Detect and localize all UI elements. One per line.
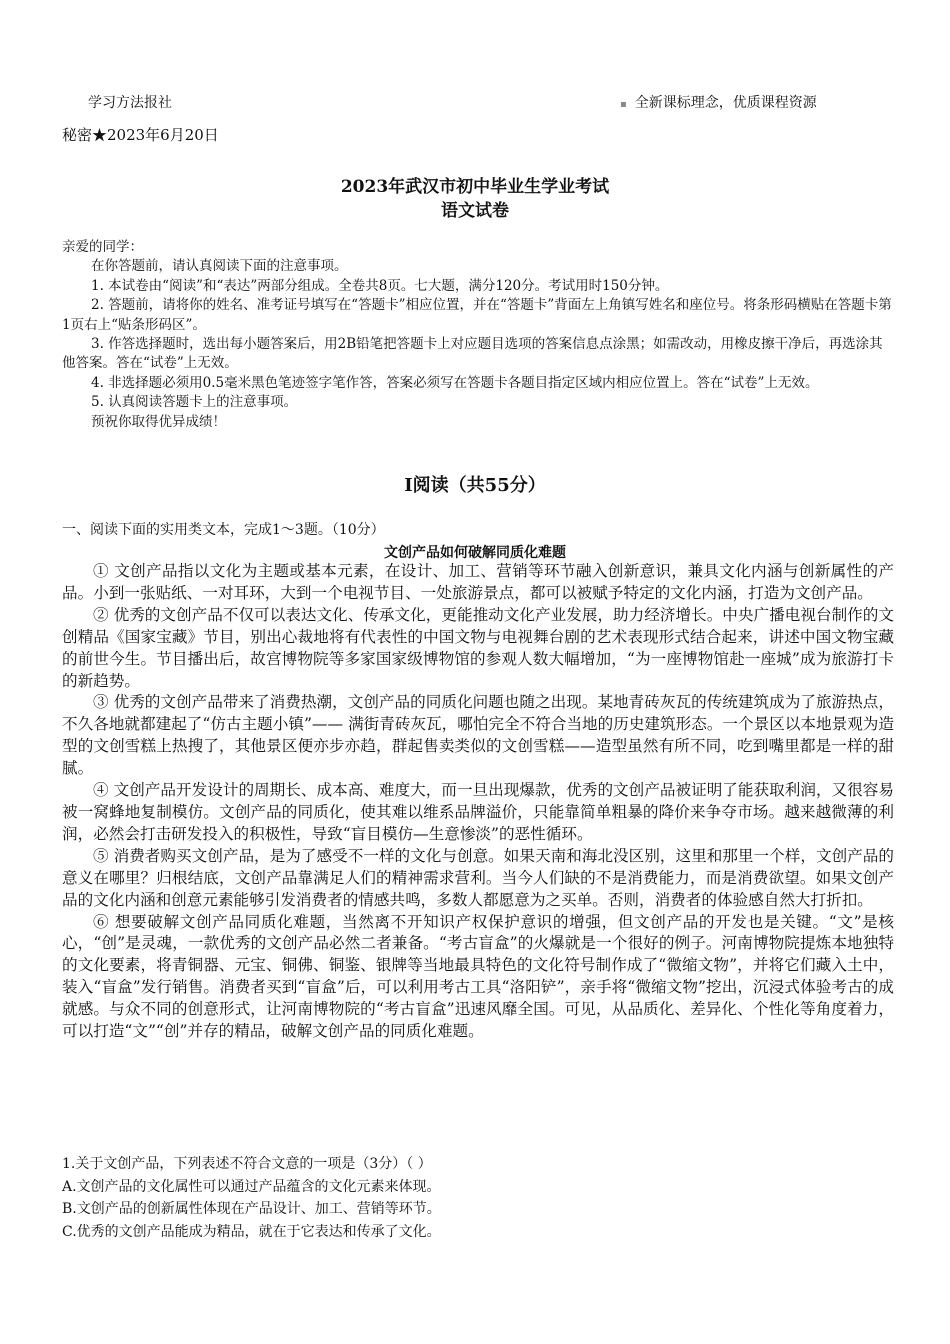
notice-item: 3. 作答选择题时，选出每小题答案后，用2B铅笔把答题卡上对应题目选项的答案信息点涂黑；如需改动，用橡皮擦干净后，再选涂其他答案。答在“试卷”上无效。 bbox=[62, 336, 883, 372]
bullet-dot-icon: ▪ bbox=[620, 99, 627, 110]
notice-closing: 预祝你取得优异成绩！ bbox=[91, 413, 226, 430]
question-option-b: B.文创产品的创新属性体现在产品设计、加工、营销等环节。 bbox=[62, 1201, 441, 1217]
notice-item: 5. 认真阅读答题卡上的注意事项。 bbox=[91, 394, 298, 411]
notice-item: 2. 答题前，请将你的姓名、准考证号填写在“答题卡”相应位置，并在“答题卡”背面左上角镇写姓名和座位号。将条形码横贴在答题卡第1页右上“贴条形码区”。 bbox=[62, 297, 892, 333]
article-body bbox=[62, 561, 894, 1043]
article-paragraph: ④ 文创产品开发设计的周期长、成本高、难度大，而一旦出现爆款，优秀的文创产品被证明了能获取利润，又很容易被一窝蜂地复制模仿。文创产品的同质化，使其难以维系品牌溢价，只能靠简单粗暴的降价来争夺市场。越来越微薄的利润，必然会打击研发投入的积极性，导致“盲目模仿—生意惨淡”的恶性循环。 bbox=[62, 781, 894, 843]
article-paragraph: ② 优秀的文创产品不仅可以表达文化、传承文化，更能推动文化产业发展，助力经济增长。中央广播电视台制作的文创精品《国家宝藏》节目，别出心裁地将有代表性的中国文物与电视舞台剧的艺术表现形式结合起来，讲述中国文物宝藏的前世今生。节目播出后，故宫博物院等多家国家级博物馆的参观人数大幅增加，“为一座博物馆赴一座城”成为旅游打卡的新趋势。 bbox=[62, 605, 894, 690]
header-publisher: 学习方法报社 bbox=[88, 95, 172, 111]
question-option-c: C.优秀的文创产品能成为精品，就在于它表达和传承了文化。 bbox=[62, 1223, 441, 1240]
question-option-a: A.文创产品的文化属性可以通过产品蕴含的文化元素来体现。 bbox=[62, 1178, 441, 1195]
question-stem: 1.关于文创产品，下列表述不符合文意的一项是（3分）（ ） bbox=[62, 1156, 432, 1172]
article-paragraph: ① 文创产品指以文化为主题或基本元素，在设计、加工、营销等环节融入创新意识，兼具文化内涵与创新属性的产品。小到一张贴纸、一对耳环，大到一个电视节目、一处旅游景点，都可以被赋予特定的文化内涵，打造为文创产品。 bbox=[62, 562, 894, 602]
notice-item: 4. 非选择题必须用0.5毫米黑色笔迹签字笔作答，答案必须写在答题卡各题目指定区域内相应位置上。答在“试卷”上无效。 bbox=[91, 374, 819, 391]
article-paragraph: ③ 优秀的文创产品带来了消费热潮，文创产品的同质化问题也随之出现。某地青砖灰瓦的传统建筑成为了旅游热点，不久各地就都建起了“仿古主题小镇”—— 满街青砖灰瓦，哪怕完全不符合当地的历史建筑形态。一个景区以本地景观为造型的文创雪糕上热搜了，其他景区便亦步亦趋，群起售卖类似的文创雪糕——造型虽然有所不同，吃到嘴里都是一样的甜腻。 bbox=[62, 693, 894, 778]
notice-greeting: 亲爱的同学： bbox=[62, 239, 143, 255]
header-slogan bbox=[620, 92, 817, 112]
article-paragraph: ⑥ 想要破解文创产品同质化难题，当然离不开知识产权保护意识的增强，但文创产品的开发也是关键。“文”是核心，“创”是灵魂，一款优秀的文创产品必然二者兼备。“考古盲盒”的火爆就是一个很好的例子。河南博物院提炼本地独特的文化要素，将青铜器、元宝、铜佛、铜鉴、银牌等当地最具特色的文化符号制作成了“微缩文物”，并将它们藏入土中，装入“盲盒”发行销售。消费者买到“盲盒”后，可以利用考古工具“洛阳铲”，亲手将“微缩文物”挖出，沉浸式体验考古的成就感。与众不同的创意形式，让河南博物院的“考古盲盒”迅速风靡全国。可见，从品质化、差异化、个性化等角度着力，可以打造“文”“创”并存的精品，破解文创产品的同质化难题。 bbox=[62, 912, 894, 1041]
question-group-intro: 一、阅读下面的实用类文本，完成1～3题。（10分） bbox=[62, 522, 385, 538]
notice-item: 1. 本试卷由“阅读”和“表达”两部分组成。全卷共8页。七大题，满分120分。考试用时150分钟。 bbox=[91, 277, 669, 294]
header-slogan-text: 全新课标理念，优质课程资源 bbox=[634, 95, 817, 111]
article-paragraph: ⑤ 消费者购买文创产品，是为了感受不一样的文化与创意。如果天南和海北没区别，这里和那里一个样，文创产品的意义在哪里？归根结底，文创产品靠满足人们的精神需求营利。当今人们缺的不是消费能力，而是消费欲望。如果文创产品的文化内涵和创意元素能够引发消费者的情感共鸣，多数人都愿意为之买单。否则，消费者的体验感自然大打折扣。 bbox=[62, 846, 894, 909]
question-1 bbox=[62, 1153, 894, 1243]
notice-block bbox=[62, 238, 894, 432]
section-heading: I阅读（共55分） bbox=[404, 475, 546, 496]
notice-intro: 在你答题前，请认真阅读下面的注意事项。 bbox=[91, 258, 348, 275]
exam-title: 2023年武汉市初中毕业生学业考试 bbox=[340, 177, 610, 197]
article-title: 文创产品如何破解同质化难题 bbox=[384, 545, 566, 561]
secret-date: 秘密★2023年6月20日 bbox=[62, 126, 219, 144]
exam-subtitle: 语文试卷 bbox=[441, 201, 509, 221]
